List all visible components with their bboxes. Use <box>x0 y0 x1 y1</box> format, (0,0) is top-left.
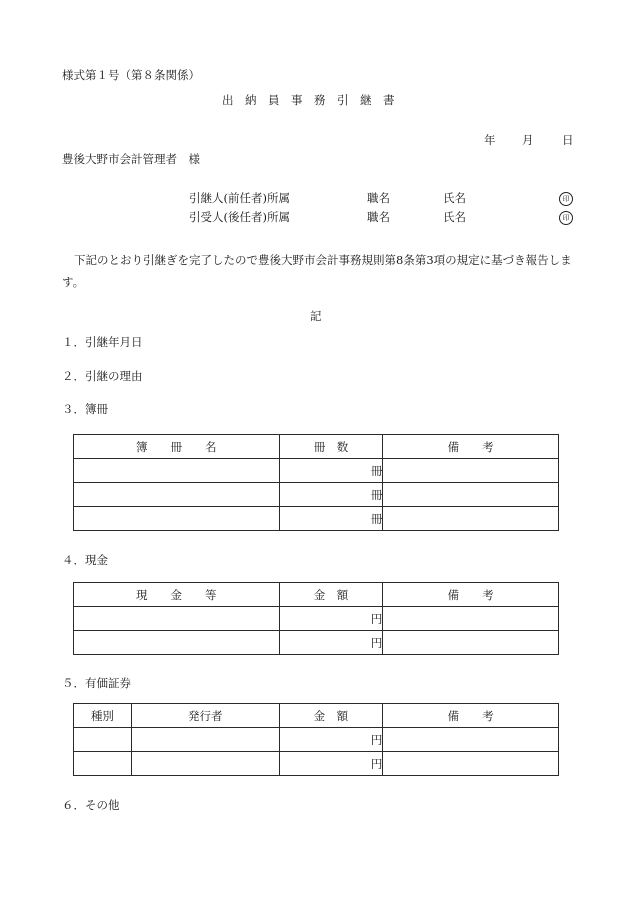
books-remarks-cell[interactable] <box>383 507 559 531</box>
addressee: 豊後大野市会計管理者 様 <box>62 152 200 166</box>
books-name-cell[interactable] <box>74 459 280 483</box>
cash-item-cell[interactable] <box>74 607 280 631</box>
table-header-row <box>74 704 559 728</box>
section-other: ６．その他 <box>62 798 120 812</box>
form-label: 様式第１号（第８条関係） <box>62 68 200 82</box>
securities-remarks-cell[interactable] <box>383 728 559 752</box>
seal-mark-2: 印 <box>559 211 573 225</box>
books-count-cell[interactable]: 冊 <box>279 483 383 507</box>
ki-heading: 記 <box>310 309 322 323</box>
securities-issuer-cell[interactable] <box>131 728 279 752</box>
party-name-2: 氏名 <box>443 210 466 224</box>
securities-amount-cell[interactable]: 円 <box>279 752 383 776</box>
table-row <box>74 483 559 507</box>
section-transfer-date: １．引継年月日 <box>62 335 143 349</box>
books-name-cell[interactable] <box>74 507 280 531</box>
table-row <box>74 631 559 655</box>
cash-header-remarks: 備 考 <box>383 583 559 607</box>
books-table <box>73 434 559 531</box>
cash-header-amount: 金 額 <box>279 583 383 607</box>
party-name-1: 氏名 <box>443 191 466 205</box>
table-row <box>74 752 559 776</box>
books-count-cell[interactable]: 冊 <box>279 459 383 483</box>
securities-header-issuer: 発行者 <box>131 704 279 728</box>
party-post-1: 職名 <box>367 191 390 205</box>
table-row <box>74 607 559 631</box>
books-header-count: 冊 数 <box>279 435 383 459</box>
books-count-cell[interactable]: 冊 <box>279 507 383 531</box>
books-name-cell[interactable] <box>74 483 280 507</box>
cash-header-item: 現 金 等 <box>74 583 280 607</box>
section-securities: ５．有価証券 <box>62 676 131 690</box>
date-day: 日 <box>562 133 574 147</box>
securities-header-amount: 金 額 <box>279 704 383 728</box>
securities-header-type: 種別 <box>74 704 132 728</box>
party-post-2: 職名 <box>367 210 390 224</box>
securities-issuer-cell[interactable] <box>131 752 279 776</box>
date-month: 月 <box>522 133 534 147</box>
securities-type-cell[interactable] <box>74 752 132 776</box>
cash-remarks-cell[interactable] <box>383 607 559 631</box>
document-title: 出 納 員 事 務 引 継 書 <box>222 93 395 107</box>
table-row <box>74 728 559 752</box>
table-row <box>74 507 559 531</box>
cash-amount-cell[interactable]: 円 <box>279 607 383 631</box>
seal-mark-1: 印 <box>559 192 573 206</box>
securities-amount-cell[interactable]: 円 <box>279 728 383 752</box>
section-books: ３．簿冊 <box>62 402 108 416</box>
securities-header-remarks: 備 考 <box>383 704 559 728</box>
books-header-remarks: 備 考 <box>383 435 559 459</box>
books-remarks-cell[interactable] <box>383 459 559 483</box>
table-header-row <box>74 583 559 607</box>
section-transfer-reason: ２．引継の理由 <box>62 369 143 383</box>
section-cash: ４．現金 <box>62 553 108 567</box>
cash-table <box>73 582 559 655</box>
table-header-row <box>74 435 559 459</box>
securities-type-cell[interactable] <box>74 728 132 752</box>
report-statement: 下記のとおり引継ぎを完了したので豊後大野市会計事務規則第8条第3項の規定に基づき報告します。 <box>62 253 572 289</box>
cash-remarks-cell[interactable] <box>383 631 559 655</box>
books-header-name: 簿 冊 名 <box>74 435 280 459</box>
table-row <box>74 459 559 483</box>
date-year: 年 <box>484 133 496 147</box>
party-role-1: 引継人(前任者)所属 <box>189 191 290 205</box>
securities-remarks-cell[interactable] <box>383 752 559 776</box>
cash-item-cell[interactable] <box>74 631 280 655</box>
books-remarks-cell[interactable] <box>383 483 559 507</box>
securities-table <box>73 703 559 776</box>
party-role-2: 引受人(後任者)所属 <box>189 210 290 224</box>
cash-amount-cell[interactable]: 円 <box>279 631 383 655</box>
